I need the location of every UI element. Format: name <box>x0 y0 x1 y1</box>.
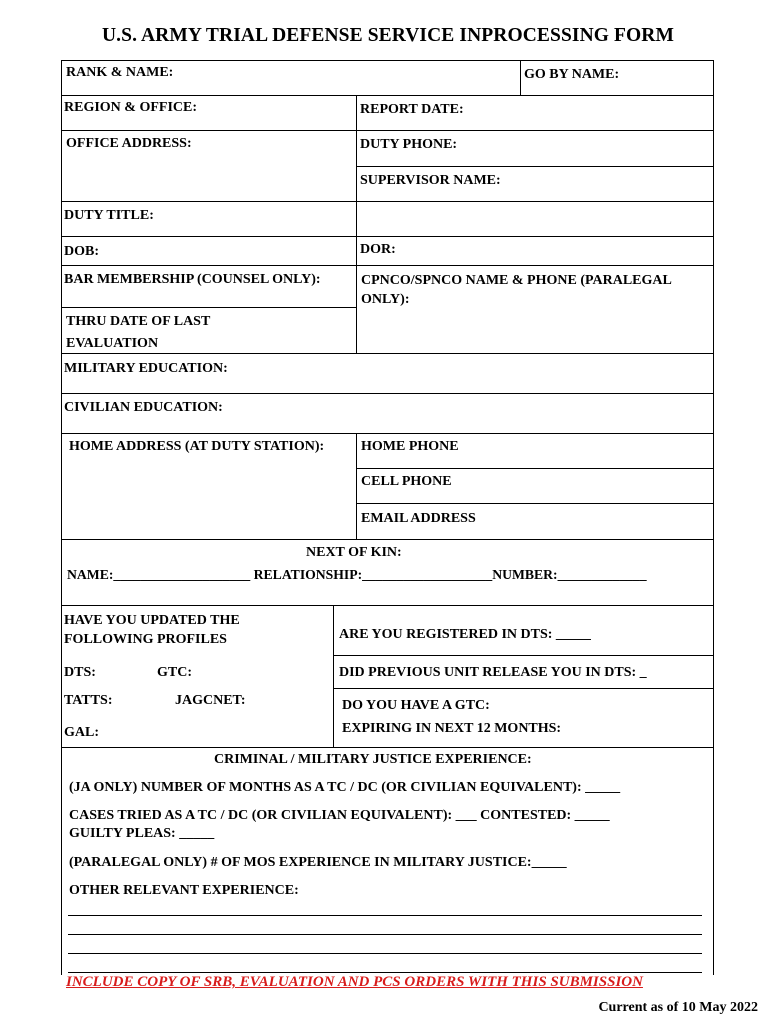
current-date: Current as of 10 May 2022 <box>598 1000 758 1015</box>
next-of-kin-heading: NEXT OF KIN: <box>306 545 402 560</box>
paralegal-mos-label: (PARALEGAL ONLY) # OF MOS EXPERIENCE IN MILITARY JUSTICE:_____ <box>69 855 567 870</box>
duty-title-label: DUTY TITLE: <box>64 208 154 223</box>
home-address-label: HOME ADDRESS (AT DUTY STATION): <box>69 439 325 454</box>
cases-label: CASES TRIED AS A TC / DC (OR CIVILIAN EQUIVALENT): ___ CONTESTED: _____ <box>69 808 610 823</box>
thru-date-label: THRU DATE OF LAST EVALUATION <box>66 314 211 351</box>
profiles-question: HAVE YOU UPDATED THE FOLLOWING PROFILES <box>64 613 240 647</box>
report-date-label: REPORT DATE: <box>360 102 464 117</box>
military-education-label: MILITARY EDUCATION: <box>64 361 228 376</box>
guilty-pleas-label: GUILTY PLEAS: _____ <box>69 826 215 841</box>
region-office-label: REGION & OFFICE: <box>64 100 197 115</box>
bar-membership-label: BAR MEMBERSHIP (COUNSEL ONLY): <box>64 272 321 287</box>
dts-label: DTS: <box>64 665 96 680</box>
dob-label: DOB: <box>64 244 99 259</box>
registered-dts-label: ARE YOU REGISTERED IN DTS: _____ <box>339 627 591 642</box>
form-title: U.S. ARMY TRIAL DEFENSE SERVICE INPROCESSING FORM <box>102 25 674 46</box>
rank-name-label: RANK & NAME: <box>66 65 174 80</box>
expiring-label: EXPIRING IN NEXT 12 MONTHS: <box>342 721 562 736</box>
go-by-name-label: GO BY NAME: <box>524 67 620 82</box>
gtc-label: GTC: <box>157 665 192 680</box>
next-of-kin-line: NAME:____________________ RELATIONSHIP:___________________NUMBER:_____________ <box>67 567 647 582</box>
months-label: (JA ONLY) NUMBER OF MONTHS AS A TC / DC (OR CIVILIAN EQUIVALENT): _____ <box>69 780 621 795</box>
home-phone-label: HOME PHONE <box>361 439 459 454</box>
cell-phone-label: CELL PHONE <box>361 474 452 489</box>
other-experience-label: OTHER RELEVANT EXPERIENCE: <box>69 883 299 898</box>
duty-phone-label: DUTY PHONE: <box>360 137 458 152</box>
dor-label: DOR: <box>360 242 396 257</box>
previous-unit-label: DID PREVIOUS UNIT RELEASE YOU IN DTS: _ <box>339 665 647 680</box>
office-address-label: OFFICE ADDRESS: <box>66 136 192 151</box>
cpnco-label: CPNCO/SPNCO NAME & PHONE (PARALEGAL ONLY): <box>361 273 672 307</box>
civilian-education-label: CIVILIAN EDUCATION: <box>64 400 223 415</box>
email-address-label: EMAIL ADDRESS <box>361 511 476 526</box>
justice-heading: CRIMINAL / MILITARY JUSTICE EXPERIENCE: <box>214 752 532 767</box>
jagcnet-label: JAGCNET: <box>175 693 246 708</box>
supervisor-name-label: SUPERVISOR NAME: <box>360 173 501 188</box>
gal-label: GAL: <box>64 725 99 740</box>
have-gtc-label: DO YOU HAVE A GTC: <box>342 698 490 713</box>
submission-note: INCLUDE COPY OF SRB, EVALUATION AND PCS ORDERS WITH THIS SUBMISSION <box>66 974 643 990</box>
tatts-label: TATTS: <box>64 693 113 708</box>
